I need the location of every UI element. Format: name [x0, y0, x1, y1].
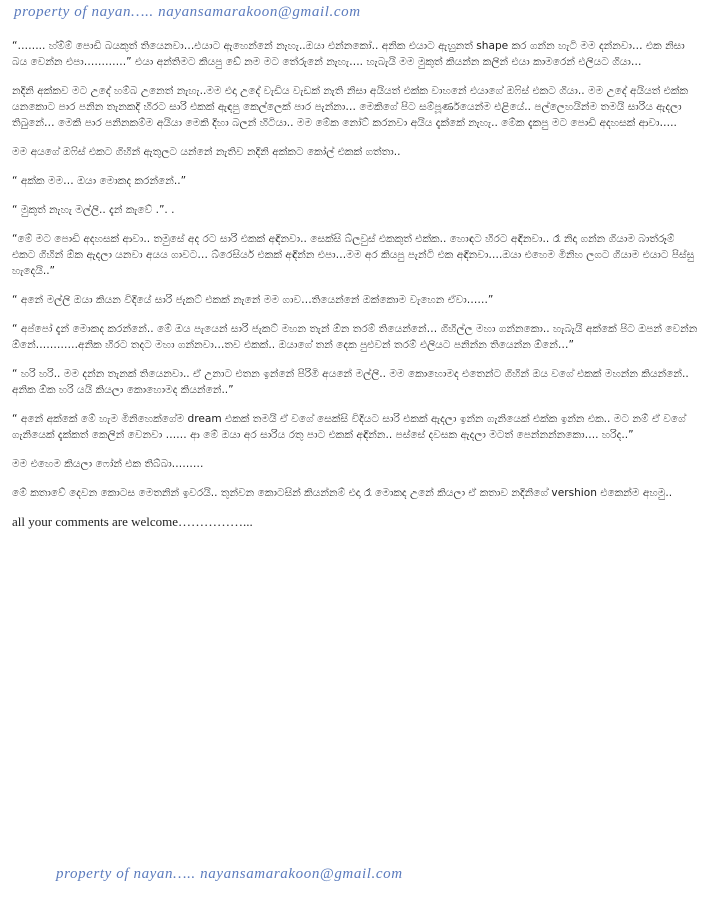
paragraph-12: මේ කතාවේ දෙවන කොටස මෙතනින් ඉවරයි.. තුන්වන කොටසින් කියන්නම් එදා රෑ මොකද උනේ කියලා ඒ කතාව නදිනිගේ vershion එකෙන්ම අහමු..	[12, 487, 673, 499]
document-body	[12, 38, 700, 543]
paragraph-5: “ මුකුත් නැහැ මල්ලි.. දැන් කැවේ .”. .	[12, 204, 175, 216]
watermark-top: property of nayan….. nayansamarakoon@gmail.com	[14, 4, 361, 20]
paragraph-4: “ අක්ක මම… ඔයා මොකද කරන්නේ..”	[12, 175, 187, 187]
paragraph-7: “ අනේ මල්ලි ඔයා කියන විදියේ සාරි ජැකට් එකක් නැනේ මම ගාව…තියෙන්නේ ඔක්කොම වැහෙන ඒවා……”	[12, 294, 494, 306]
paragraph-3: මම අයගේ ඔෆිස් එකට ගිහින් ඇතුලට යන්නේ නැතිව නදිනි අක්කට කෝල් එකක් ගත්තා..	[12, 146, 401, 158]
paragraph-2: නදිනි අක්කව මට උදේ හම්බ උනෙත් නැහැ..මම එදා උදේ වැඩිය වැඩක් නැති නිසා අයියත් එක්ක වාහනේ එයාගේ ඔෆිස් එකට ගියා.. මම උදේ අයියත් එක්ක යනකොට පාර පනින තැනකදි හිරට සාරි එකක් ඇඳපු කෙල්ලෙක් පාර පැන්නා… මෙකිගේ පිට සම්පූර්ණයෙන්ම එළියේ.. පල්ලෙහයින්ම තමයි සාරිය ඇදලා තිබුනේ… මෙකි පාර පනිනකම්ම අයියා මෙකි දිහා බලන් හිටියා.. මම මේක නෝට් කරනවා අයිය දැක්කේ නැහැ.. මේක දැකපු මට පොඩි අදහසක් ආවා…..	[12, 85, 689, 129]
paragraph-11: මම එහෙම කියලා ෆෝන් එක තිබ්බා………	[12, 458, 204, 470]
paragraph-6: “මේ මට පොඩි අදහසක් ආවා.. තමුසේ අද රට සාරි එකක් අඳිනවා.. සෙක්සි බ්ලවුස් එකකුත් එක්ක.. හොඳට හිරට අඳිනවා.. රෑ නිදා ගන්න ගියාම බාත්රූම් එකට ගිහින් ඕක ඇදලා යනවා අයය ගාවට… බ්රෙසියර් එකක් අඳින්න එපා…මම අර කියපු පැන්ටි එක අඳිනවා….ඔයා එහෙම මිනිහ ලගට ගියාම එයාට පිස්සු හැදෙයි..”	[12, 233, 695, 277]
paragraph-8: “ අප්පෝ දැන් මොකද කරන්නේ.. මේ ඔය පැයෙන් සාරි ජැකට් මහන තැන් ඕන තරම් තියෙන්නේ… ගිහිල්ල මහා ගන්නකො.. හැබැයි අක්කේ පිට ඔපන් වෙන්න ඕනේ…………අනික හිරට තදට මහා ගන්නවා…තව එකක්.. ඔයාගේ තන් දෙක පුළුවන් තරම් එලියට පනින්න තියෙන්න ඕනේ…”	[12, 323, 698, 351]
watermark-bottom: property of nayan….. nayansamarakoon@gmail.com	[56, 866, 403, 882]
paragraph-10: “ අනේ අක්කේ මේ හැම මිනිහෙක්ගේම dream එකක් තමයි ඒ වගේ සෙක්සි විදියට සාරි එකක් ඇදලා ඉන්න ගැනියෙක් එක්ක ඉන්න එක.. මට නම් ඒ වගේ ගැනියෙක් දැක්කත් කෙලින් වෙනවා …… ආ මේ ඔයා අර සාරිය රතු පාට එකක් අඳින්න.. පස්සේ දවසක ඇදලා මටත් පෙන්නන්නකො…. හරිද..”	[12, 413, 686, 441]
comments-line: all your comments are welcome……………...	[12, 514, 253, 529]
paragraph-9: “ හරි හරි.. මම දන්න තැනක් තියෙනවා.. ඒ උනාට එතන ඉන්නේ පිරිමි අයනේ මල්ලි.. මම කොහොමද එතෙන්ට ගිහින් ඔය වගේ එකක් මහන්න කියන්නේ.. අනික ඕක හරි යයි කියලා කොහොමද කියන්නේ..”	[12, 368, 689, 396]
paragraph-1: “…….. හ්ම්ම් පොඩි බයකුත් තියෙනවා…එයාට ඇහෙන්නේ නැහැ..ඔයා එන්නකෝ.. අනික එයාට ඇහුනත් shape කර ගන්න හැටි මම දන්නවා… එක නිසා බය වෙන්න එපා…………” එයා අන්තිමට කියපු ඩේ නම මට තේරුනේ නැහැ…. හැබැයි මම මුකුත් කියන්න කලින් එයා කාමරෙන් එලියට ගියා…	[12, 40, 685, 68]
